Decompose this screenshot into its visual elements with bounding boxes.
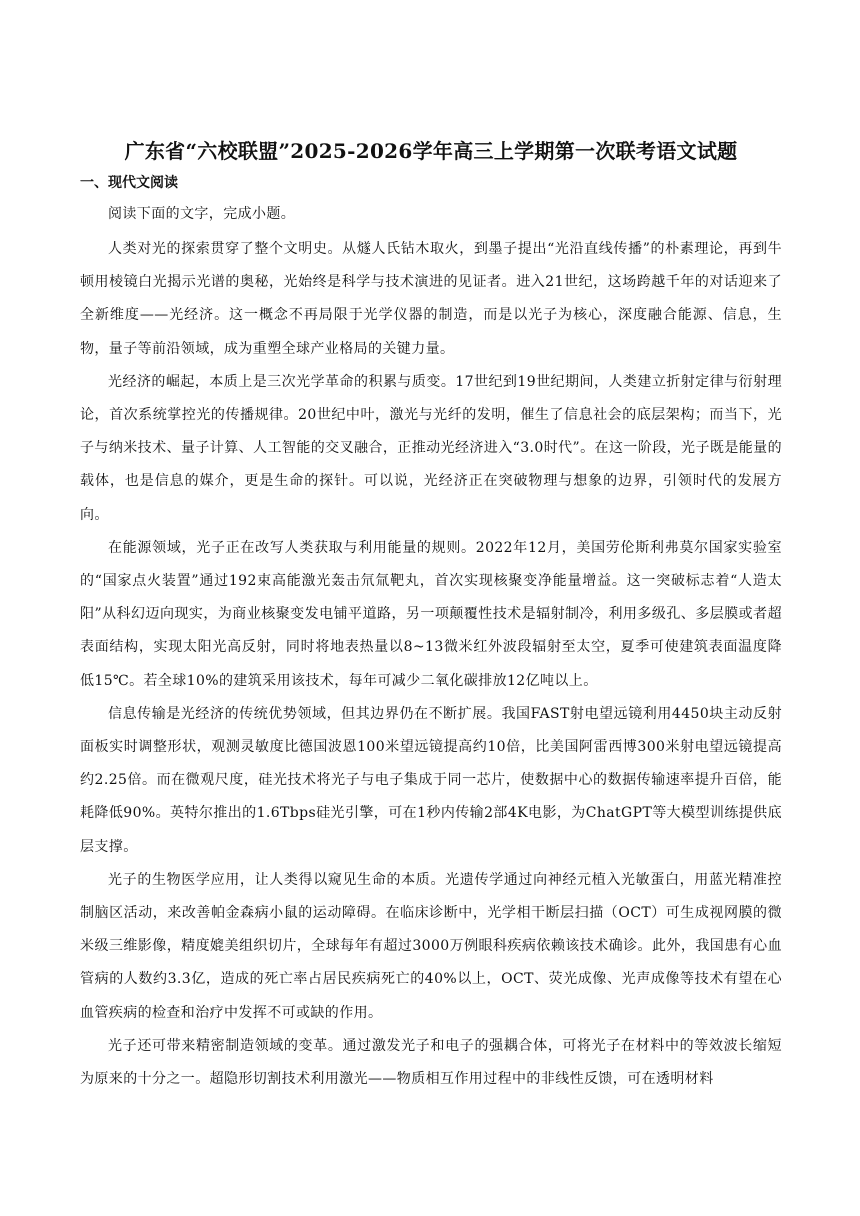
- reading-instruction: 阅读下面的文字，完成小题。: [108, 206, 296, 222]
- paragraph-revolutions: 光经济的崛起，本质上是三次光学革命的积累与质变。17世纪到19世纪期间，人类建立折射定律与衍射理论，首次系统掌控光的传播规律。20世纪中叶，激光与光纤的发明，催生了信息社会的底层架构；而当下，光子与纳米技术、量子计算、人工智能的交叉融合，正推动光经济进入“3.0时代”。在这一阶段，光子既是能量的载体，也是信息的媒介，更是生命的探针。可以说，光经济正在突破物理与想象的边界，引领时代的发展方向。: [80, 373, 782, 523]
- paragraph-biomedical: 光子的生物医学应用，让人类得以窥见生命的本质。光遗传学通过向神经元植入光敏蛋白，用蓝光精准控制脑区活动，来改善帕金森病小鼠的运动障碍。在临床诊断中，光学相干断层扫描（OCT）可生成视网膜的微米级三维影像，精度媲美组织切片，全球每年有超过3000万例眼科疾病依赖该技术确诊。此外，我国患有心血管病的人数约3.3亿，造成的死亡率占居民疾病死亡的40%以上，OCT、荧光成像、光声成像等技术有望在心血管疾病的检查和治疗中发挥不可或缺的作用。: [80, 871, 782, 1021]
- section-heading: 一、现代文阅读: [80, 175, 178, 191]
- paragraph-information: 信息传输是光经济的传统优势领域，但其边界仍在不断扩展。我国FAST射电望远镜利用4450块主动反射面板实时调整形状，观测灵敏度比德国波恩100米望远镜提高约10倍，比美国阿雷西博300米射电望远镜提高约2.25倍。而在微观尺度，硅光技术将光子与电子集成于同一芯片，使数据中心的数据传输速率提升百倍，能耗降低90%。英特尔推出的1.6Tbps硅光引擎，可在1秒内传输2部4K电影，为ChatGPT等大模型训练提供底层支撑。: [80, 705, 782, 855]
- article-body: [80, 200, 782, 1096]
- paragraph-manufacturing: 光子还可带来精密制造领域的变革。通过激发光子和电子的强耦合体，可将光子在材料中的等效波长缩短为原来的十分之一。超隐形切割技术利用激光——物质相互作用过程中的非线性反馈，可在透明材料: [80, 1037, 782, 1088]
- document-title: 广东省“六校联盟”2025-2026学年高三上学期第一次联考语文试题: [124, 139, 738, 163]
- paragraph-energy: 在能源领域，光子正在改写人类获取与利用能量的规则。2022年12月，美国劳伦斯利弗莫尔国家实验室的“国家点火装置”通过192束高能激光轰击氘氚靶丸，首次实现核聚变净能量增益。这一突破标志着“人造太阳”从科幻迈向现实，为商业核聚变发电铺平道路，另一项颠覆性技术是辐射制冷，利用多级孔、多层膜或者超表面结构，实现太阳光高反射，同时将地表热量以8~13微米红外波段辐射至太空，夏季可使建筑表面温度降低15℃。若全球10%的建筑采用该技术，每年可减少二氧化碳排放12亿吨以上。: [80, 539, 782, 689]
- paragraph-intro: 人类对光的探索贯穿了整个文明史。从燧人氏钻木取火，到墨子提出“光沿直线传播”的朴素理论，再到牛顿用棱镜白光揭示光谱的奥秘，光始终是科学与技术演进的见证者。进入21世纪，这场跨越千年的对话迎来了全新维度——光经济。这一概念不再局限于光学仪器的制造，而是以光子为核心，深度融合能源、信息，生物，量子等前沿领域，成为重塑全球产业格局的关键力量。: [80, 241, 782, 357]
